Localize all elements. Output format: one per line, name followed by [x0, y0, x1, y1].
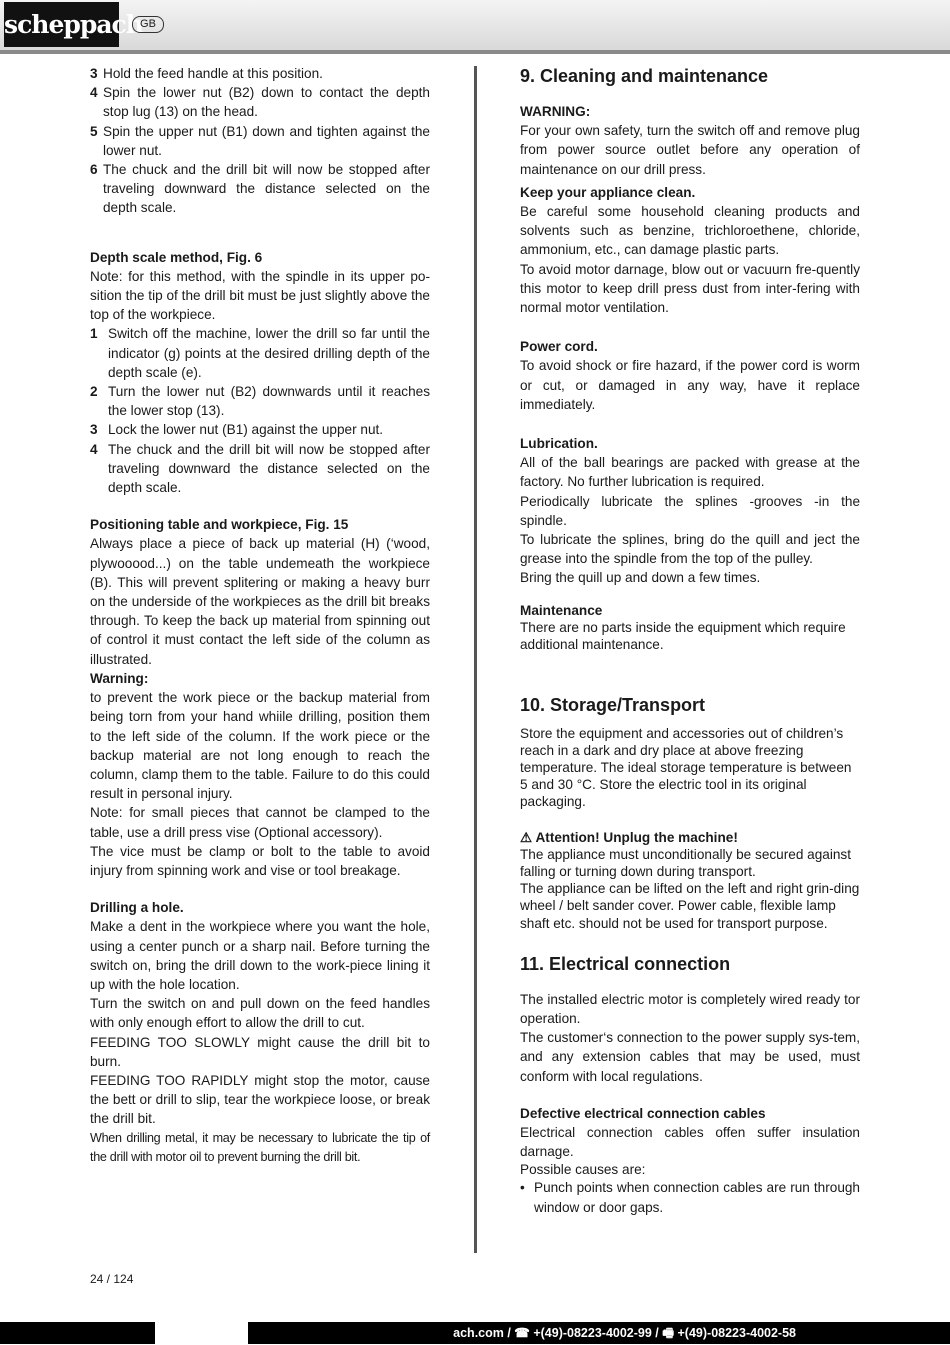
list-item: 1 Switch off the machine, lower the drill so far until the indicator (g) points at the desired drilling depth of the depth scale (e).	[90, 326, 430, 380]
paragraph: Possible causes are:	[520, 1162, 646, 1178]
paragraph: Note: for this method, with the spindle in its upper po-sition the tip of the drill bit must be just slightly above the top of the workpiece.	[90, 268, 430, 323]
paragraph: The appliance can be lifted on the left and right grin-ding wheel / belt sander cover. Power cable, flexible lamp shaft etc. should not be used for transport purpose.	[520, 881, 860, 931]
section-heading: Defective electrical connection cables	[520, 1105, 766, 1121]
contact-info: ach.com / ☎ +(49)-08223-4002-99 / 🖷 +(49)-08223-4002-58	[453, 1326, 796, 1340]
section-heading: Drilling a hole.	[90, 900, 184, 916]
section-heading: Depth scale method, Fig. 6	[90, 249, 263, 265]
paragraph: All of the ball bearings are packed with grease at the factory. No further lubrication is required.	[520, 455, 860, 490]
list-item: 3 Lock the lower nut (B1) against the upper nut.	[90, 422, 384, 438]
attention-heading: ⚠ Attention! Unplug the machine!	[520, 829, 738, 845]
page-footer	[0, 1322, 950, 1344]
paragraph: The installed electric motor is completely wired ready tor operation.	[520, 991, 860, 1026]
warning-label: WARNING:	[520, 104, 591, 119]
section-heading: Lubrication.	[520, 436, 598, 452]
paragraph: FEEDING TOO RAPIDLY might stop the motor, cause the bett or drill to slip, tear the workpiece loose, or break the drill bit.	[90, 1072, 430, 1127]
paragraph: To avoid motor darnage, blow out or vacuurn fre-quently this motor to keep drill press dust from inter-fering with normal motor ventilation.	[520, 261, 860, 316]
list-item: • Punch points when connection cables are run through window or door gaps.	[520, 1180, 860, 1215]
paragraph: Note: for small pieces that cannot be clamped to the table, use a drill press vise (Optional accessory).	[90, 805, 430, 840]
section-heading: Maintenance	[520, 602, 603, 618]
paragraph: Store the equipment and accessories out of children’s reach in a dark and dry place at above freezing temperature. The ideal storage temperature is between 5 and 30 °C. Store the electric tool in its original packaging.	[520, 725, 852, 810]
left-column	[90, 64, 430, 1167]
language-badge: GB	[132, 16, 164, 33]
warning-label: Warning:	[90, 670, 149, 686]
section-heading: Positioning table and workpiece, Fig. 15	[90, 517, 349, 533]
warning-triangle-icon: ⚠	[520, 829, 533, 845]
paragraph: Turn the switch on and pull down on the feed handles with only enough effort to allow the drill to cut.	[90, 996, 430, 1031]
section-heading: Keep your appliance clean.	[520, 184, 696, 200]
paragraph: There are no parts inside the equipment which require additional maintenance.	[520, 619, 846, 652]
paragraph: For your own safety, turn the switch off and remove plug from power source outlet before any operation of maintenance on our drill press.	[520, 123, 860, 177]
paragraph: Always place a piece of back up material (H) (‘wood, plywooood...) on the table undemeath the workpiece (B). This will prevent splitering or making a heavy burr on the underside of the workpieces as the drill bit breaks through. To keep the back up material from spinning out of control it must contact the left side of the column as illustrated.	[90, 536, 430, 667]
section-heading: Power cord.	[520, 339, 598, 355]
list-item: 3 Hold the feed handle at this position.	[90, 66, 323, 81]
list-item: 4 The chuck and the drill bit will now be stopped after traveling downward the distance selected on the depth scale.	[90, 441, 430, 496]
paragraph: Electrical connection cables offen suffer insulation darnage.	[520, 1124, 860, 1160]
paragraph: Periodically lubricate the splines -grooves -in the spindle.	[520, 493, 860, 528]
list-item: 6 The chuck and the drill bit will now be stopped after traveling downward the distance selected on the depth scale.	[90, 162, 430, 216]
paragraph: Bring the quill up and down a few times.	[520, 570, 761, 586]
brand-logo: scheppach	[4, 2, 119, 47]
paragraph: FEEDING TOO SLOWLY might cause the drill bit to burn.	[90, 1034, 430, 1069]
column-divider	[474, 66, 477, 1253]
paragraph: Be careful some household cleaning products and solvents such as benzine, trichloroethene, chloride, ammonium, etc., can damage plastic parts.	[520, 204, 860, 258]
list-item: 5 Spin the upper nut (B1) down and tighten against the lower nut.	[90, 123, 430, 158]
paragraph: To lubricate the splines, bring do the quill and ject the grease into the spindle from the top of the pulley.	[520, 532, 860, 567]
page-number: 24 / 124	[90, 1272, 134, 1286]
right-column	[520, 64, 860, 1217]
paragraph: Make a dent in the workpiece where you want the hole, using a center punch or a sharp nail. Before turning the switch on, bring the drill down to the work-piece lining it up with the hole location.	[90, 919, 430, 992]
list-item: 2 Turn the lower nut (B2) downwards until it reaches the lower stop (13).	[90, 384, 430, 419]
paragraph: To avoid shock or fire hazard, if the power cord is worm or cut, or damaged in any way, have it replace immediately.	[520, 358, 860, 412]
section-title: 10. Storage/Transport	[520, 694, 706, 715]
paragraph: The vice must be clamp or bolt to the table to avoid injury from spinning work and vise or tool breakage.	[90, 843, 430, 878]
list-item: 4 Spin the lower nut (B2) down to contact the depth stop lug (13) on the head.	[90, 85, 430, 120]
page-header	[0, 0, 950, 54]
paragraph: The customer‘s connection to the power supply sys-tem, and any extension cables that may be used, must conform with local regulations.	[520, 1030, 860, 1084]
section-title: 9. Cleaning and maintenance	[520, 66, 769, 86]
paragraph: The appliance must unconditionally be secured against falling or turning down during transport.	[520, 846, 851, 879]
section-title: 11. Electrical connection	[520, 953, 731, 974]
paragraph: When drilling metal, it may be necessary to lubricate the tip of the drill with motor oil to prevent burning the drill bit.	[90, 1130, 430, 1164]
paragraph: to prevent the work piece or the backup material from being torn from your hand whiile drilling, position them to the left side of the column. If the work piece or the backup material are not long enough to reach the column, clamp them to the table. Failure to do this could result in personal injury.	[90, 690, 430, 802]
